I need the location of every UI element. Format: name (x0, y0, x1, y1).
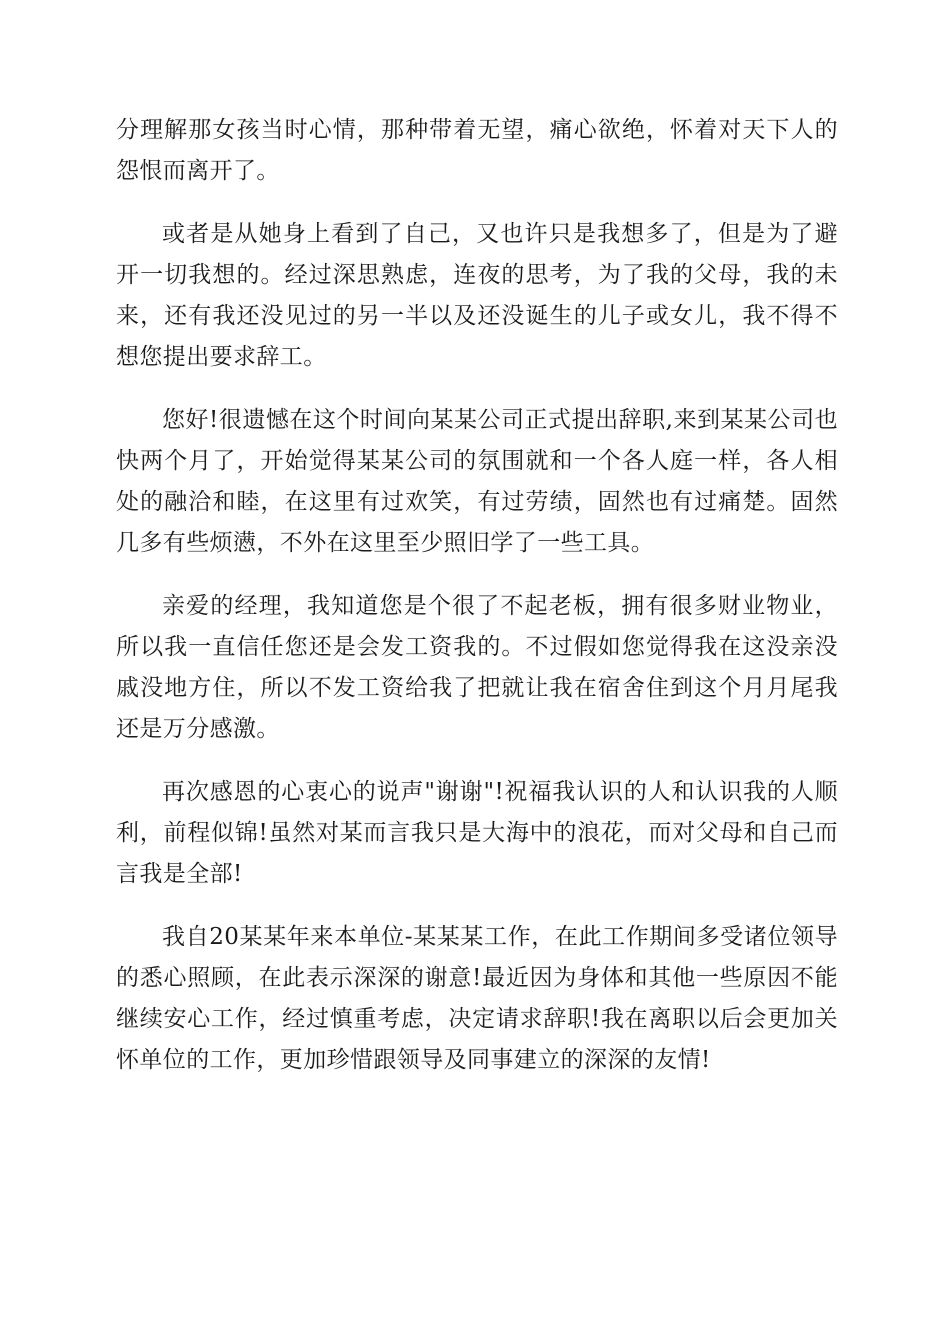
document-body (116, 110, 838, 1103)
paragraph: 您好!很遗憾在这个时间向某某公司正式提出辞职,来到某某公司也快两个月了，开始觉得某某公司的氛围就和一个各人庭一样，各人相处的融洽和睦，在这里有过欢笑，有过劳绩，固然也有过痛楚。固然几多有些烦懑，不外在这里至少照旧学了一些工具。 (116, 407, 838, 556)
paragraph: 或者是从她身上看到了自己，又也许只是我想多了，但是为了避开一切我想的。经过深思熟虑，连夜的思考，为了我的父母，我的未来，还有我还没见过的另一半以及还没诞生的儿子或女儿，我不得不想您提出要求辞工。 (116, 221, 838, 370)
paragraph-continuation: 分理解那女孩当时心情，那种带着无望，痛心欲绝，怀着对天下人的怨恨而离开了。 (116, 117, 838, 184)
paragraph: 亲爱的经理，我知道您是个很了不起老板，拥有很多财业物业，所以我一直信任您还是会发工资我的。不过假如您觉得我在这没亲没戚没地方住，所以不发工资给我了把就让我在宿舍住到这个月月尾我还是万分感激。 (116, 593, 838, 742)
paragraph: 我自20某某年来本单位-某某某工作，在此工作期间多受诸位领导的悉心照顾，在此表示深深的谢意!最近因为身体和其他一些原因不能继续安心工作，经过慎重考虑，决定请求辞职!我在离职以后会更加关怀单位的工作，更加珍惜跟领导及同事建立的深深的友情! (116, 924, 838, 1073)
paragraph: 再次感恩的心衷心的说声"谢谢"!祝福我认识的人和认识我的人顺利，前程似锦!虽然对某而言我只是大海中的浪花，而对父母和自己而言我是全部! (116, 779, 838, 887)
